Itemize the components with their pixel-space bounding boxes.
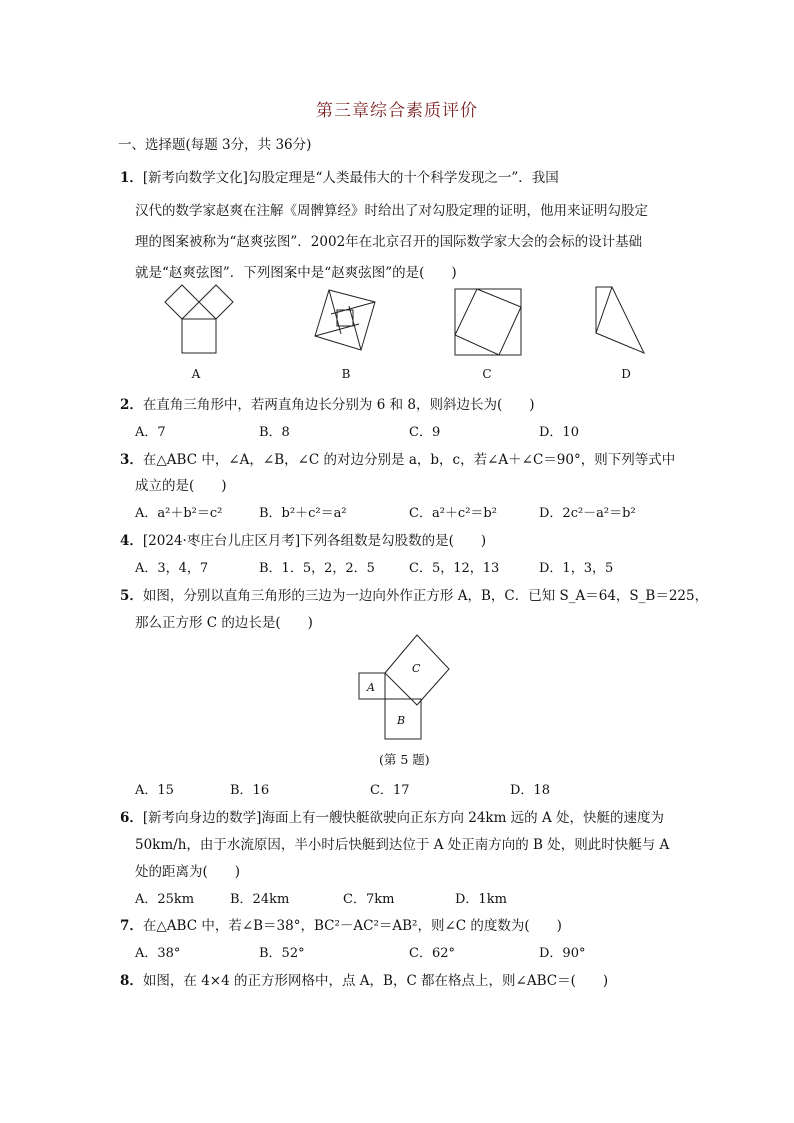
question-2	[120, 393, 535, 413]
question-number: 4．	[120, 533, 143, 549]
option-d[interactable]: D．1km	[455, 892, 507, 907]
option-b[interactable]: B．8	[259, 425, 290, 440]
question-text: [新考向身边的数学]海面上有一艘快艇欲驶向正东方向 24km 远的 A 处，快艇的速度为	[142, 810, 665, 826]
question-text: 50km/h，由于水流原因，半小时后快艇到达位于 A 处正南方向的 B 处，则此时快艇与 A	[135, 837, 670, 853]
option-a[interactable]: A．7	[135, 425, 166, 440]
option-d[interactable]: D．10	[539, 425, 579, 440]
question-text: 汉代的数学家赵爽在注解《周髀算经》时给出了对勾股定理的证明，他用来证明勾股定	[135, 203, 648, 219]
option-c[interactable]: C．5，12，13	[409, 561, 500, 576]
option-b[interactable]: B．b²＋c²＝a²	[259, 506, 347, 521]
question-4	[120, 529, 486, 549]
figure-label: D	[621, 367, 631, 381]
question-number: 3．	[120, 452, 143, 468]
question-text: 处的距离为( )	[135, 864, 241, 880]
question-text: [2024·枣庄台儿庄区月考]下列各组数是勾股数的是( )	[142, 533, 487, 549]
option-d[interactable]: D．18	[510, 783, 550, 798]
question-text: [新考向数学文化]勾股定理是“人类最伟大的十个科学发现之一”．我国	[142, 170, 559, 186]
question-text: 那么正方形 C 的边长是( )	[135, 615, 313, 631]
figure-c-zhao-shuang-diagram	[453, 287, 523, 357]
question-text: 在△ABC 中，∠A，∠B，∠C 的对边分别是 a，b，c，若∠A＋∠C＝90°，则下列等式中	[142, 452, 676, 468]
question-number: 5．	[120, 588, 143, 604]
figure-label: B	[341, 367, 351, 381]
option-d[interactable]: D．2c²－a²＝b²	[539, 506, 636, 521]
option-a[interactable]: A．15	[135, 783, 174, 798]
option-b[interactable]: B．52°	[259, 946, 305, 961]
question-text: 如图，在 4×4 的正方形网格中，点 A，B，C 都在格点上，则∠ABC＝( )	[142, 973, 609, 989]
figure-b-pinwheel	[313, 288, 377, 352]
figure-label: A	[191, 367, 201, 381]
figure-label: A	[367, 681, 375, 694]
figure-d-triangle	[594, 285, 648, 355]
question-number: 1．	[120, 170, 143, 186]
option-b[interactable]: B．1．5，2，2．5	[259, 561, 375, 576]
question-number: 2．	[120, 397, 143, 413]
question-6	[120, 806, 664, 826]
option-c[interactable]: C．a²＋c²＝b²	[409, 506, 497, 521]
question-8	[120, 969, 608, 989]
question-text: 在直角三角形中，若两直角边长分别为 6 和 8，则斜边长为( )	[142, 397, 535, 413]
question-text: 就是“赵爽弦图”．下列图案中是“赵爽弦图”的是( )	[135, 265, 457, 281]
question-number: 6．	[120, 810, 143, 826]
figure-label: C	[412, 662, 421, 675]
section-header: 一、选择题(每题 3分，共 36分)	[118, 137, 312, 153]
question-number: 7．	[120, 918, 143, 934]
question-number: 8．	[120, 973, 143, 989]
option-b[interactable]: B．24km	[230, 892, 290, 907]
option-a[interactable]: A．38°	[135, 946, 181, 961]
option-b[interactable]: B．16	[230, 783, 270, 798]
figure-caption: (第 5 题)	[379, 752, 430, 767]
question-1	[120, 166, 559, 186]
option-c[interactable]: C．62°	[409, 946, 455, 961]
question-text: 理的图案被称为“赵爽弦图”．2002年在北京召开的国际数学家大会的会标的设计基础	[135, 234, 643, 250]
option-a[interactable]: A．a²＋b²＝c²	[135, 506, 223, 521]
figure-label: C	[482, 367, 492, 381]
option-c[interactable]: C．7km	[343, 892, 395, 907]
page-title: 第三章综合素质评价	[316, 101, 478, 121]
figure-a-pythagoras-squares	[160, 283, 240, 355]
option-c[interactable]: C．17	[370, 783, 410, 798]
option-d[interactable]: D．1，3，5	[539, 561, 614, 576]
option-d[interactable]: D．90°	[539, 946, 586, 961]
question-7	[120, 914, 562, 934]
question-text: 在△ABC 中，若∠B＝38°，BC²－AC²＝AB²，则∠C 的度数为( )	[142, 918, 562, 934]
option-c[interactable]: C．9	[409, 425, 441, 440]
question-3	[120, 448, 675, 468]
question-text: 如图，分别以直角三角形的三边为一边向外作正方形 A，B，C．已知 S_A＝64，S_B＝225，	[142, 588, 709, 604]
question-text: 成立的是( )	[135, 478, 227, 494]
option-a[interactable]: A．3，4，7	[135, 561, 209, 576]
option-a[interactable]: A．25km	[135, 892, 195, 907]
question-5	[120, 584, 708, 604]
figure-label: B	[397, 714, 406, 727]
